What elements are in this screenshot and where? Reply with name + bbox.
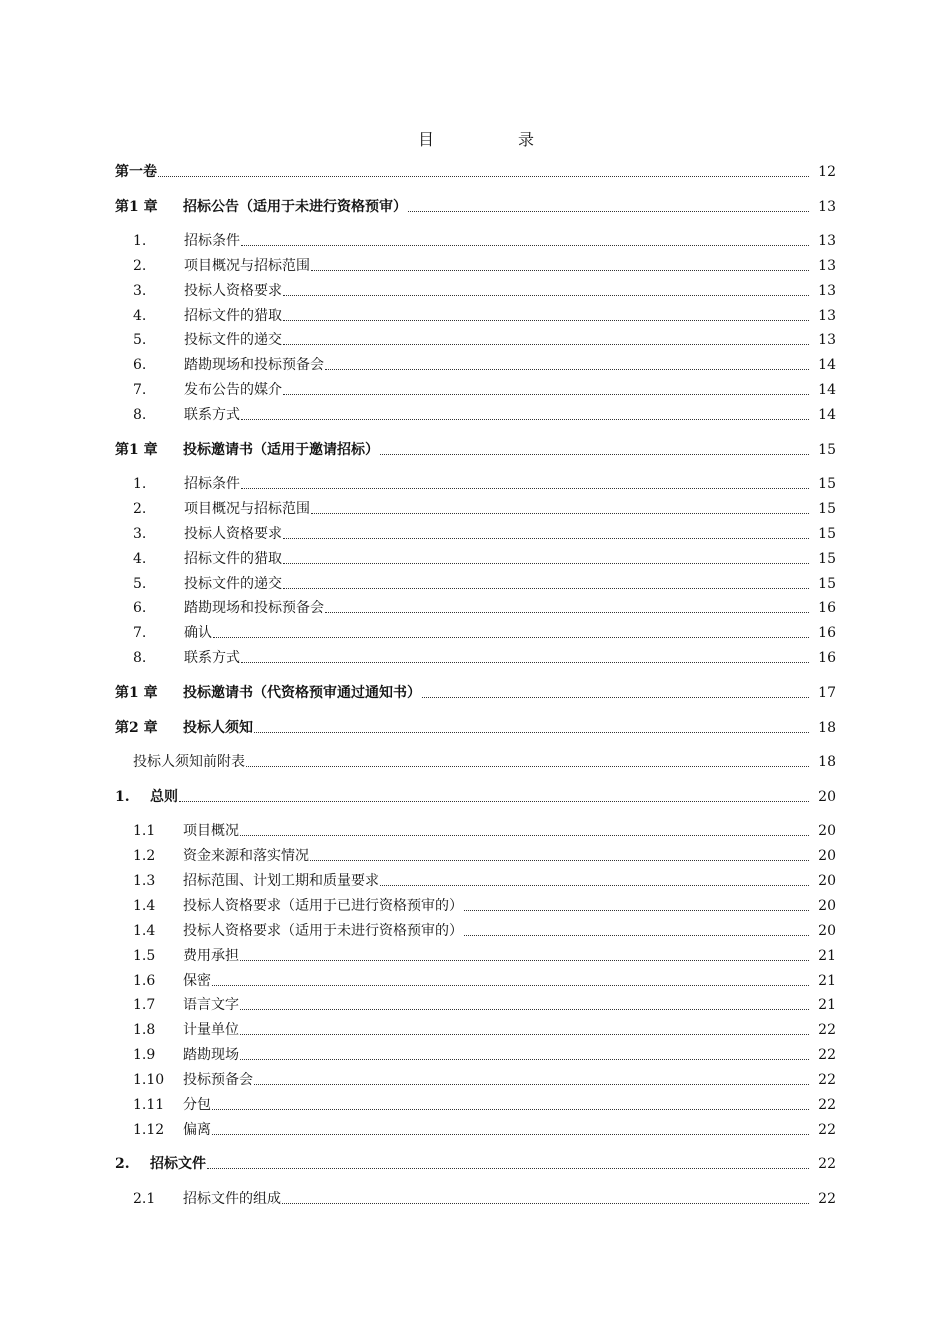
toc-entry-number: 第1 章 (115, 199, 158, 215)
toc-entry-number: 4. (133, 551, 147, 567)
toc-entry[interactable] (115, 330, 836, 348)
toc-entry-number: 1.7 (133, 997, 156, 1013)
toc-entry-number: 3. (133, 526, 147, 542)
toc-entry-title: 第一卷 (115, 164, 157, 180)
toc-entry-page-number: 18 (818, 754, 836, 770)
toc-dot-leader (240, 1008, 809, 1010)
toc-entry[interactable] (115, 405, 836, 423)
toc-entry-page-number: 20 (818, 898, 836, 914)
toc-entry-page-number: 20 (818, 848, 836, 864)
toc-entry-title: 联系方式 (184, 407, 240, 423)
toc-entry-title: 费用承担 (183, 948, 239, 964)
toc-entry-number: 8. (133, 650, 147, 666)
toc-entry[interactable] (115, 921, 836, 939)
toc-dot-leader (241, 418, 809, 420)
toc-dot-leader (158, 175, 809, 177)
toc-dot-leader (283, 343, 809, 345)
toc-entry[interactable] (115, 306, 836, 324)
toc-entry[interactable] (115, 995, 836, 1013)
toc-entry[interactable] (115, 896, 836, 914)
toc-entry-page-number: 16 (818, 600, 836, 616)
toc-entry-page-number: 14 (818, 357, 836, 373)
toc-entry[interactable] (115, 524, 836, 542)
toc-dot-leader (213, 636, 809, 638)
toc-entry[interactable] (115, 281, 836, 299)
toc-dot-leader (422, 696, 809, 698)
toc-dot-leader (325, 368, 809, 370)
toc-entry[interactable] (115, 1095, 836, 1113)
toc-entry-title: 计量单位 (183, 1022, 239, 1038)
toc-entry-page-number: 16 (818, 625, 836, 641)
toc-entry-page-number: 13 (818, 332, 836, 348)
toc-entry-title: 招标条件 (184, 233, 240, 249)
toc-entry-number: 1.8 (133, 1022, 156, 1038)
toc-entry-title: 踏勘现场和投标预备会 (184, 357, 324, 373)
toc-entry[interactable] (115, 355, 836, 373)
toc-title (0, 127, 950, 147)
toc-entry-title: 联系方式 (184, 650, 240, 666)
toc-entry[interactable] (115, 380, 836, 398)
toc-entry[interactable] (115, 648, 836, 666)
toc-entry-title: 项目概况与招标范围 (184, 258, 310, 274)
toc-entry-title: 投标文件的递交 (184, 576, 282, 592)
toc-dot-leader (283, 537, 809, 539)
toc-entry-number: 5. (133, 576, 147, 592)
toc-entry[interactable] (115, 1045, 836, 1063)
toc-entry-number: 6. (133, 600, 147, 616)
toc-entry-title: 项目概况与招标范围 (184, 501, 310, 517)
toc-entry[interactable] (115, 549, 836, 567)
toc-entry-number: 第2 章 (115, 720, 158, 736)
toc-entry-number: 4. (133, 308, 147, 324)
toc-entry-number: 1.2 (133, 848, 156, 864)
toc-entry-number: 1.6 (133, 973, 156, 989)
toc-entry-page-number: 22 (818, 1097, 836, 1113)
toc-entry-title: 总则 (150, 789, 178, 805)
toc-entry-number: 1. (115, 789, 130, 805)
toc-dot-leader (212, 1133, 809, 1135)
toc-entry[interactable] (115, 1154, 836, 1172)
toc-dot-leader (240, 1033, 809, 1035)
toc-entry-number: 2. (133, 258, 147, 274)
toc-entry-number: 1.12 (133, 1122, 165, 1138)
toc-entry[interactable] (115, 474, 836, 492)
toc-entry-page-number: 21 (818, 973, 836, 989)
toc-entry-number: 1. (133, 476, 147, 492)
toc-dot-leader (311, 269, 809, 271)
toc-entry-page-number: 22 (818, 1156, 836, 1172)
toc-entry[interactable] (115, 231, 836, 249)
toc-entry-title: 确认 (184, 625, 212, 641)
toc-dot-leader (282, 1202, 809, 1204)
toc-entry[interactable] (115, 718, 836, 736)
toc-entry-number: 8. (133, 407, 147, 423)
toc-entry-title: 踏勘现场和投标预备会 (184, 600, 324, 616)
toc-entry[interactable] (115, 971, 836, 989)
toc-entry-number: 7. (133, 382, 147, 398)
toc-entry-title: 投标人资格要求 (184, 283, 282, 299)
toc-entry-page-number: 20 (818, 923, 836, 939)
toc-dot-leader (240, 834, 809, 836)
toc-entry-page-number: 22 (818, 1072, 836, 1088)
toc-entry-number: 1. (133, 233, 147, 249)
toc-entry-title: 投标人须知前附表 (133, 754, 245, 770)
toc-entry[interactable] (115, 846, 836, 864)
toc-entry-page-number: 22 (818, 1122, 836, 1138)
toc-entry-number: 2.1 (133, 1191, 156, 1207)
toc-entry[interactable] (115, 598, 836, 616)
toc-entry[interactable] (115, 1020, 836, 1038)
toc-dot-leader (380, 453, 809, 455)
toc-entry-page-number: 21 (818, 997, 836, 1013)
toc-entry-page-number: 20 (818, 789, 836, 805)
toc-entry-title: 招标文件的组成 (183, 1191, 281, 1207)
toc-entry-title: 招标公告（适用于未进行资格预审） (183, 199, 407, 215)
toc-entry[interactable] (115, 821, 836, 839)
toc-entry-title: 投标文件的递交 (184, 332, 282, 348)
toc-entry-number: 7. (133, 625, 147, 641)
toc-entry[interactable] (115, 574, 836, 592)
toc-entry-page-number: 15 (818, 551, 836, 567)
toc-dot-leader (207, 1167, 809, 1169)
toc-entry-title: 投标邀请书（适用于邀请招标） (183, 442, 379, 458)
toc-entry-page-number: 16 (818, 650, 836, 666)
toc-entry-number: 1.11 (133, 1097, 165, 1113)
toc-entry-number: 第1 章 (115, 442, 158, 458)
toc-entry-title: 保密 (183, 973, 211, 989)
toc-entry-page-number: 18 (818, 720, 836, 736)
toc-entry-title: 投标人资格要求 (184, 526, 282, 542)
toc-dot-leader (241, 661, 809, 663)
toc-dot-leader (179, 800, 809, 802)
toc-entry-page-number: 15 (818, 501, 836, 517)
toc-dot-leader (283, 562, 809, 564)
toc-dot-leader (241, 244, 809, 246)
toc-entry[interactable] (115, 683, 836, 701)
toc-entry-title: 踏勘现场 (183, 1047, 239, 1063)
toc-entry-number: 3. (133, 283, 147, 299)
toc-entry-title: 招标范围、计划工期和质量要求 (183, 873, 379, 889)
toc-entry-number: 1.4 (133, 898, 156, 914)
toc-title-char-right: 录 (518, 130, 535, 149)
toc-entry[interactable] (115, 871, 836, 889)
toc-dot-leader (464, 934, 809, 936)
toc-entry-page-number: 20 (818, 823, 836, 839)
toc-dot-leader (212, 1108, 809, 1110)
toc-entry-number: 5. (133, 332, 147, 348)
toc-entry-title: 投标人资格要求（适用于未进行资格预审的） (183, 923, 463, 939)
toc-dot-leader (464, 909, 809, 911)
toc-entry-title: 资金来源和落实情况 (183, 848, 309, 864)
toc-entry-page-number: 22 (818, 1191, 836, 1207)
toc-entry-page-number: 14 (818, 407, 836, 423)
toc-entry-page-number: 17 (818, 685, 836, 701)
toc-entry-page-number: 14 (818, 382, 836, 398)
toc-entry[interactable] (115, 499, 836, 517)
toc-dot-leader (325, 611, 809, 613)
toc-entry-title: 投标预备会 (183, 1072, 253, 1088)
toc-dot-leader (283, 294, 809, 296)
toc-entry-title: 发布公告的媒介 (184, 382, 282, 398)
toc-entry-number: 2. (133, 501, 147, 517)
toc-entry[interactable] (115, 1120, 836, 1138)
toc-entry-title: 招标文件的猎取 (184, 551, 282, 567)
toc-entry-title: 招标文件的猎取 (184, 308, 282, 324)
toc-entry-page-number: 22 (818, 1022, 836, 1038)
toc-entry[interactable] (115, 197, 836, 215)
toc-entry-number: 1.3 (133, 873, 156, 889)
toc-entry[interactable] (115, 623, 836, 641)
toc-entry-page-number: 22 (818, 1047, 836, 1063)
toc-entry[interactable] (115, 256, 836, 274)
toc-entry-title: 投标人资格要求（适用于已进行资格预审的） (183, 898, 463, 914)
toc-dot-leader (283, 393, 809, 395)
toc-entry-page-number: 13 (818, 199, 836, 215)
toc-entry-number: 1.1 (133, 823, 156, 839)
toc-entry-page-number: 13 (818, 233, 836, 249)
toc-entry-page-number: 21 (818, 948, 836, 964)
toc-dot-leader (283, 587, 809, 589)
toc-entry-number: 1.9 (133, 1047, 156, 1063)
toc-dot-leader (408, 210, 809, 212)
toc-entry-page-number: 12 (818, 164, 836, 180)
toc-entry-number: 第1 章 (115, 685, 158, 701)
toc-entry[interactable] (115, 946, 836, 964)
toc-dot-leader (246, 765, 809, 767)
toc-entry[interactable] (115, 162, 836, 180)
toc-entry-title: 投标邀请书（代资格预审通过通知书） (183, 685, 421, 701)
toc-entry-number: 1.5 (133, 948, 156, 964)
toc-dot-leader (311, 512, 809, 514)
toc-dot-leader (241, 487, 809, 489)
toc-entry-page-number: 15 (818, 526, 836, 542)
toc-entry-number: 1.10 (133, 1072, 165, 1088)
toc-entry-title: 项目概况 (183, 823, 239, 839)
toc-title-char-left: 目 (418, 130, 435, 149)
toc-entry-title: 招标文件 (150, 1156, 206, 1172)
toc-entry[interactable] (115, 787, 836, 805)
toc-entry-title: 偏离 (183, 1122, 211, 1138)
toc-entry-page-number: 15 (818, 442, 836, 458)
toc-dot-leader (240, 959, 809, 961)
toc-entry-page-number: 20 (818, 873, 836, 889)
toc-entry-number: 2. (115, 1156, 130, 1172)
toc-entry-page-number: 15 (818, 476, 836, 492)
toc-entry-page-number: 13 (818, 283, 836, 299)
toc-entry[interactable] (115, 1189, 836, 1207)
toc-dot-leader (380, 884, 809, 886)
toc-dot-leader (212, 984, 809, 986)
toc-dot-leader (254, 731, 809, 733)
toc-entry-page-number: 15 (818, 576, 836, 592)
toc-dot-leader (240, 1058, 809, 1060)
toc-entry-number: 1.4 (133, 923, 156, 939)
toc-entry-page-number: 13 (818, 258, 836, 274)
toc-entry-page-number: 13 (818, 308, 836, 324)
toc-dot-leader (310, 859, 809, 861)
toc-entry-title: 招标条件 (184, 476, 240, 492)
toc-entry-title: 分包 (183, 1097, 211, 1113)
toc-entry[interactable] (115, 1070, 836, 1088)
toc-entry[interactable] (115, 752, 836, 770)
toc-entry-title: 语言文字 (183, 997, 239, 1013)
toc-dot-leader (254, 1083, 809, 1085)
toc-entry-title: 投标人须知 (183, 720, 253, 736)
toc-dot-leader (283, 319, 809, 321)
toc-entry[interactable] (115, 440, 836, 458)
toc-entry-number: 6. (133, 357, 147, 373)
